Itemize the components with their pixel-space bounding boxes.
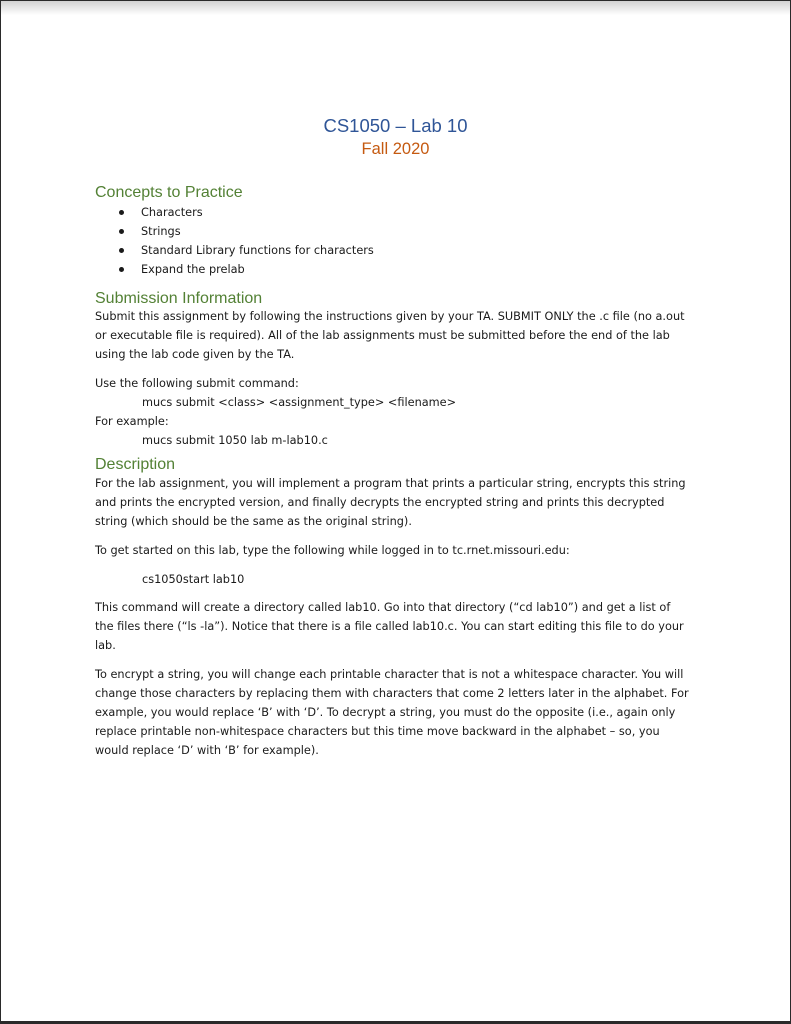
submission-paragraph bbox=[95, 307, 705, 364]
list-item: Standard Library functions for characters bbox=[95, 241, 705, 260]
text-line: change those characters by replacing them with characters that come 2 letters later in the alphabet. For bbox=[95, 687, 689, 700]
page-bottom-border bbox=[1, 1021, 790, 1023]
text-line: example, you would replace ‘B’ with ‘D’. To decrypt a string, you must do the opposite (i.e., again only bbox=[95, 706, 676, 719]
list-item: Strings bbox=[95, 222, 705, 241]
description-paragraph-4 bbox=[95, 665, 705, 760]
text-line: For the lab assignment, you will implement a program that prints a particular string, encrypts this string bbox=[95, 477, 686, 490]
bullet-icon bbox=[119, 210, 124, 215]
description-paragraph-2: To get started on this lab, type the following while logged in to tc.rnet.missouri.edu: bbox=[95, 544, 570, 557]
command-intro: Use the following submit command: bbox=[95, 377, 299, 390]
concepts-heading: Concepts to Practice bbox=[95, 184, 243, 201]
bullet-icon bbox=[119, 229, 124, 234]
example-intro: For example: bbox=[95, 415, 169, 428]
text-line: would replace ‘D’ with ‘B’ for example). bbox=[95, 744, 319, 757]
list-item: Expand the prelab bbox=[95, 260, 705, 279]
start-command: cs1050start lab10 bbox=[142, 573, 245, 586]
description-paragraph-3 bbox=[95, 598, 705, 655]
text-line: the files there (“ls -la”). Notice that there is a file called lab10.c. You can start editing this file to do your bbox=[95, 620, 684, 633]
submit-command: mucs submit <class> <assignment_type> <filename> bbox=[142, 396, 457, 409]
concepts-list bbox=[95, 203, 705, 279]
text-line: lab. bbox=[95, 639, 116, 652]
page-top-shadow bbox=[1, 1, 790, 15]
text-line: or executable file is required). All of the lab assignments must be submitted before the end of the lab bbox=[95, 329, 670, 342]
text-line: string (which should be the same as the original string). bbox=[95, 515, 412, 528]
page-title: CS1050 – Lab 10 bbox=[323, 115, 468, 136]
text-line: using the lab code given by the TA. bbox=[95, 348, 295, 361]
submit-command-block bbox=[95, 374, 705, 450]
description-paragraph-1 bbox=[95, 474, 705, 531]
bullet-icon bbox=[119, 248, 124, 253]
description-heading: Description bbox=[95, 456, 176, 473]
text-line: replace printable non-whitespace characters but this time move backward in the alphabet – so, you bbox=[95, 725, 660, 738]
bullet-icon bbox=[119, 267, 124, 272]
page-subtitle: Fall 2020 bbox=[361, 140, 430, 158]
example-command: mucs submit 1050 lab m-lab10.c bbox=[142, 434, 328, 447]
submission-heading: Submission Information bbox=[95, 290, 263, 307]
text-line: and prints the encrypted version, and finally decrypts the encrypted string and prints this decrypted bbox=[95, 496, 665, 509]
list-item: Characters bbox=[95, 203, 705, 222]
text-line: This command will create a directory called lab10. Go into that directory (“cd lab10”) and get a list of bbox=[95, 601, 671, 614]
text-line: Submit this assignment by following the instructions given by your TA. SUBMIT ONLY the .c file (no a.out bbox=[95, 310, 685, 323]
text-line: To encrypt a string, you will change each printable character that is not a whitespace character. You will bbox=[95, 668, 684, 681]
